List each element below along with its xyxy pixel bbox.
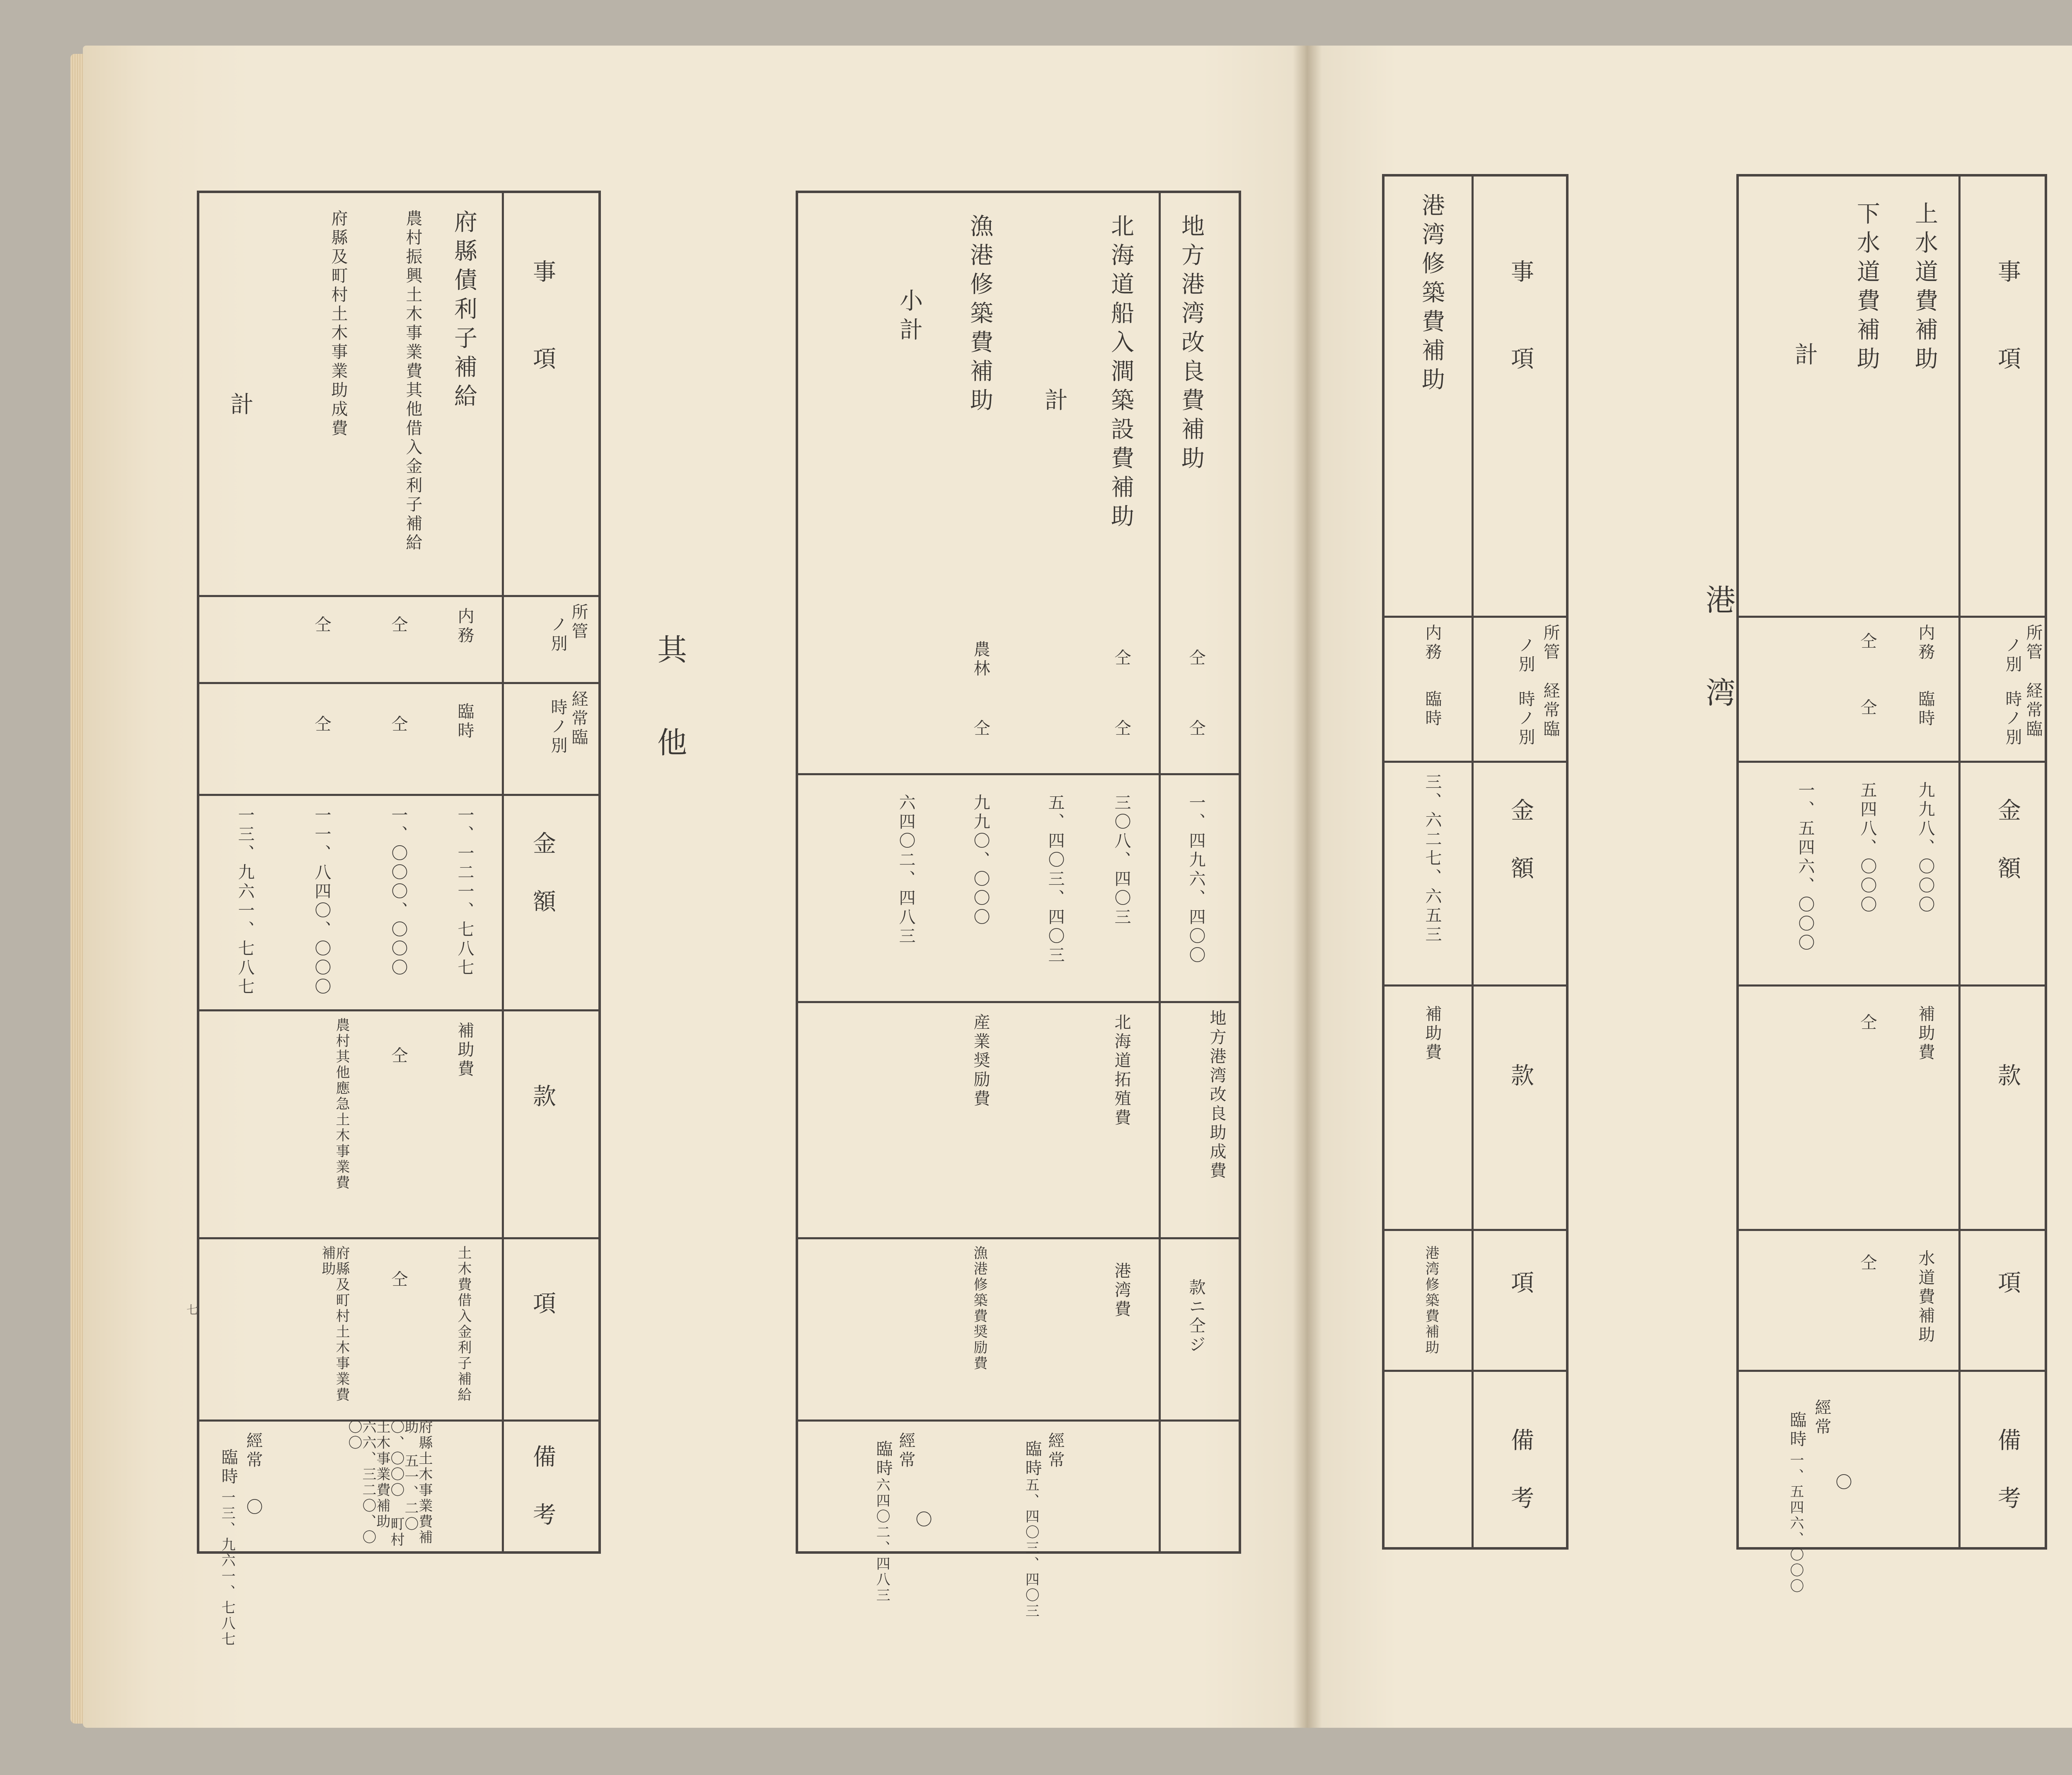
header-regular: 経常臨 [2024,682,2043,739]
row3-kou: 府縣及町村土木事業費補助 [319,1245,350,1403]
section-title-other: 其 他 [652,634,687,773]
row2-ministry: 仝 [389,616,408,635]
header-kou: 項 [1994,1270,2021,1299]
total-amount: 一、五四六、〇〇〇 [1796,781,1815,953]
note-regular: 經常 [244,1432,263,1470]
header-item: 事 項 [1507,259,1534,375]
row3-ministry: 仝 [312,616,331,635]
row-harbor-period: 仝 [1186,719,1205,738]
right-page [1305,46,2072,1728]
row1-kan: 補助費 [455,1022,474,1079]
row-fishport-ministry: 農林 [971,641,990,679]
row-upper-period: 臨時 [1916,690,1935,728]
row-hokkaido-ministry: 仝 [1112,649,1131,668]
row-port-kou: 港湾修築費補助 [1423,1245,1439,1356]
subtotal1-label: 計 [1041,388,1068,417]
row-fishport-kan: 産業奨励費 [971,1013,990,1109]
row-fishport-amount: 九九〇、〇〇〇 [971,794,990,927]
row-hokkaido-period: 仝 [1112,719,1131,738]
header-kan: 款 [1994,1063,2021,1092]
open-book [83,46,2072,1736]
row-upper-ministry: 内務 [1916,624,1935,662]
row1-ministry: 内務 [455,607,474,646]
header-item: 事 項 [529,259,556,375]
total-amount: 一三、九六一、七八七 [235,806,254,997]
header-dept: ノ別 [548,616,567,654]
row-port-period: 臨時 [1423,690,1442,728]
note1-val: 五、四〇三、四〇三 [1023,1478,1039,1619]
table-harbor-other [796,191,1241,1619]
header-regular: 経常臨 [569,690,588,747]
row-lower-amount: 五四八、〇〇〇 [1858,781,1877,915]
row2-item: 農村振興土木事業費其他借入金利子補給 [403,210,422,553]
row-fishport-period: 仝 [971,719,990,738]
header-kou: 項 [1507,1270,1534,1299]
row1-amount: 一、一二一、七八七 [455,806,474,978]
total-label: 計 [227,392,254,421]
row-hokkaido-item: 北海道船入澗築設費補助 [1107,214,1134,533]
header-dept: ノ別 [1516,636,1535,675]
row-harbor-item: 地方港湾改良費補助 [1178,214,1205,475]
subtotal1-amount: 五、四〇三、四〇三 [1046,794,1065,965]
row3-kan: 農村其他應急土木事業費 [333,1018,350,1191]
header-ministry: 所管 [569,603,588,641]
row-upper-kan: 補助費 [1916,1005,1935,1062]
row-port-ministry: 内務 [1423,624,1442,662]
table-harbor [1382,174,1569,1550]
page-mark-left: 七 [186,1303,198,1317]
row3-amount: 一一、八四〇、〇〇〇 [312,806,331,997]
subtotal2-label: 小計 [896,288,923,346]
note1-regular: 經常 [1046,1432,1065,1470]
row1-period: 臨時 [455,703,474,741]
row-lower-period: 仝 [1858,699,1877,718]
header-note: 備 考 [1507,1428,1534,1515]
row-fishport-kou: 漁港修築費奨励費 [971,1245,988,1371]
note2-val: 六四〇二、四八三 [874,1478,890,1603]
row-hokkaido-kou: 港湾費 [1112,1262,1131,1319]
header-amount: 金 額 [1994,798,2021,885]
row-hokkaido-amount: 三〇八、四〇三 [1112,794,1131,927]
note-temp: 臨時 [1787,1411,1806,1449]
header-kou: 項 [529,1291,556,1320]
note-val: 一、五四六、〇〇〇 [1787,1453,1804,1594]
note-temp-val: 一三、九六一、七八七 [219,1490,235,1647]
header-amount: 金 額 [529,831,556,918]
row-lower-ministry: 仝 [1858,632,1877,651]
book-gutter [1293,46,1322,1728]
row2-kan: 仝 [389,1047,408,1066]
table-subsidy-interest [197,191,601,1647]
header-regular: 経常臨 [1541,682,1560,739]
total-label: 計 [1791,342,1818,371]
note-temp: 臨時 [219,1449,238,1487]
row-lower-kan: 仝 [1858,1013,1877,1033]
note-zero: 〇 [1833,1473,1852,1492]
row-port-amount: 三、六二七、六五三 [1423,773,1442,945]
header-amount: 金 額 [1507,798,1534,885]
section-title-harbor: 港 湾 [1701,584,1736,723]
row-harbor-kou: 款ニ仝ジ [1186,1279,1205,1355]
header-temp: 時ノ別 [2003,690,2022,747]
note2-temp: 臨時 [874,1440,893,1478]
row1-item: 府縣債利子補給 [450,210,477,413]
note1-temp: 臨時 [1023,1440,1042,1478]
row-harbor-kan: 地方港湾改良助成費 [1207,1009,1226,1181]
row-lower-item: 下水道費補助 [1853,201,1880,375]
header-kan: 款 [1507,1063,1534,1092]
row-fishport-item: 漁港修築費補助 [966,214,993,417]
note2-zero: 〇 [913,1511,932,1530]
header-item: 事 項 [1994,259,2021,375]
note2-regular: 經常 [896,1432,915,1470]
row-harbor-ministry: 仝 [1186,649,1205,668]
row2-kou: 仝 [389,1270,408,1289]
header-note: 備 考 [529,1444,556,1531]
row-upper-item: 上水道費補助 [1911,201,1938,375]
row2-period: 仝 [389,715,408,734]
header-temp: 時ノ別 [1516,690,1535,747]
table-water [1736,174,2047,1594]
row-port-kan: 補助費 [1423,1005,1442,1062]
header-ministry: 所管 [1541,624,1560,662]
row1-kou: 土木費借入金利子補給 [455,1245,472,1403]
note-regular: 經常 [1812,1399,1831,1437]
note-zero: 〇 [244,1498,263,1517]
note-extra: 府縣土木事業費補助 五一、二〇〇、〇〇〇 町村土木事業費補助 六六、三二〇、〇〇〇 [346,1420,433,1548]
row-port-item: 港湾修築費補助 [1418,193,1445,396]
row-upper-kou: 水道費補助 [1916,1250,1935,1345]
row-upper-amount: 九九八、〇〇〇 [1916,781,1935,915]
header-kan: 款 [529,1084,556,1113]
row3-item: 府縣及町村土木事業助成費 [329,210,348,438]
header-ministry: 所管 [2024,624,2043,662]
left-page [83,46,1305,1728]
row-lower-kou: 仝 [1858,1254,1877,1273]
row-harbor-amount: 一、四九六、四〇〇 [1186,794,1205,965]
header-dept: ノ別 [2003,636,2022,675]
row2-amount: 一、〇〇〇、〇〇〇 [389,806,408,978]
row3-period: 仝 [312,715,331,734]
header-temp: 時ノ別 [548,699,567,756]
header-note: 備 考 [1994,1428,2021,1515]
subtotal2-amount: 六四〇二、四八三 [896,794,915,946]
row-hokkaido-kan: 北海道拓殖費 [1112,1013,1131,1128]
